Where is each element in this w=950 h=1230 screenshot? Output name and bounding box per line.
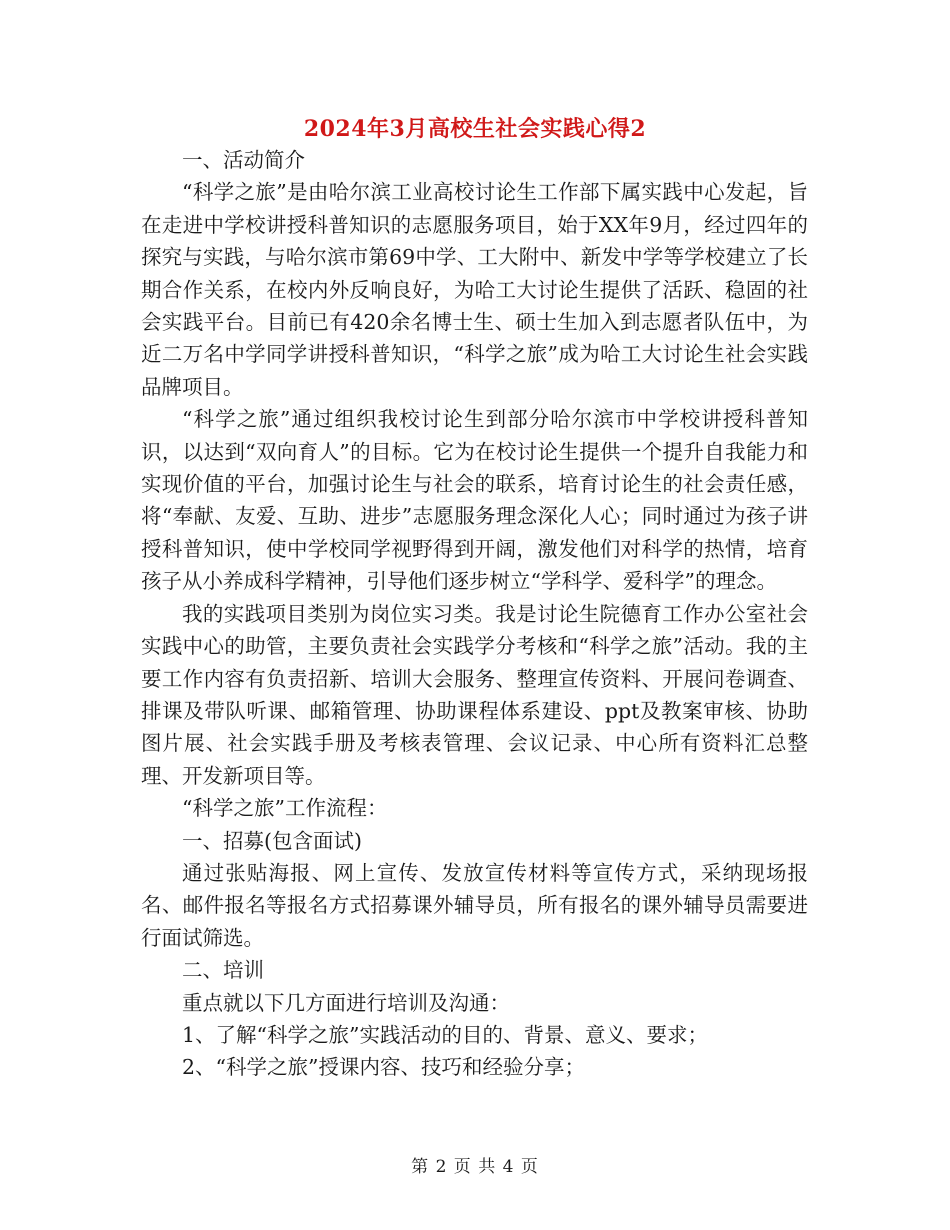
body-paragraph: “科学之旅”通过组织我校讨论生到部分哈尔滨市中学校讲授科普知识，以达到“双向育人”的目标。它为在校讨论生提供一个提升自我能力和实现价值的平台，加强讨论生与社会的联系，培育讨论生的社会责任感，将“奉献、友爱、互助、进步”志愿服务理念深化人心；同时通过为孩子讲授科普知识，使中学校同学视野得到开阔，激发他们对科学的热情，培育孩子从小养成科学精神，引导他们逐步树立“学科学、爱科学”的理念。	[141, 407, 808, 594]
section-heading: 一、招募(包含面试)	[182, 828, 362, 853]
document-title: 2024年3月高校生社会实践心得2	[303, 116, 647, 142]
list-item: 1、了解“科学之旅”实践活动的目的、背景、意义、要求；	[182, 1022, 709, 1047]
body-paragraph: 通过张贴海报、网上宣传、发放宣传材料等宣传方式，采纳现场报名、邮件报名等报名方式招募课外辅导员，所有报名的课外辅导员需要进行面试筛选。	[141, 860, 808, 950]
body-paragraph: “科学之旅”工作流程：	[182, 796, 388, 821]
section-heading: 一、活动简介	[182, 148, 305, 172]
page-number-footer: 第 2 页 共 4 页	[411, 1157, 539, 1177]
body-paragraph: 重点就以下几方面进行培训及沟通：	[182, 990, 510, 1015]
body-paragraph: “科学之旅”是由哈尔滨工业高校讨论生工作部下属实践中心发起，旨在走进中学校讲授科普知识的志愿服务项目，始于XX年9月，经过四年的探究与实践，与哈尔滨市第69中学、工大附中、新发中学等学校建立了长期合作关系，在校内外反响良好，为哈工大讨论生提供了活跃、稳固的社会实践平台。目前已有420余名博士生、硕士生加入到志愿者队伍中，为近二万名中学同学讲授科普知识，“科学之旅”成为哈工大讨论生社会实践品牌项目。	[141, 180, 808, 399]
body-paragraph: 我的实践项目类别为岗位实习类。我是讨论生院德育工作办公室社会实践中心的助管，主要负责社会实践学分考核和“科学之旅”活动。我的主要工作内容有负责招新、培训大会服务、整理宣传资料、开展问卷调查、排课及带队听课、邮箱管理、协助课程体系建设、ppt及教案审核、协助图片展、社会实践手册及考核表管理、会议记录、中心所有资料汇总整理、开发新项目等。	[141, 601, 808, 788]
document-body	[141, 144, 808, 1084]
list-item: 2、“科学之旅”授课内容、技巧和经验分享；	[182, 1055, 586, 1080]
section-heading: 二、培训	[182, 958, 264, 983]
